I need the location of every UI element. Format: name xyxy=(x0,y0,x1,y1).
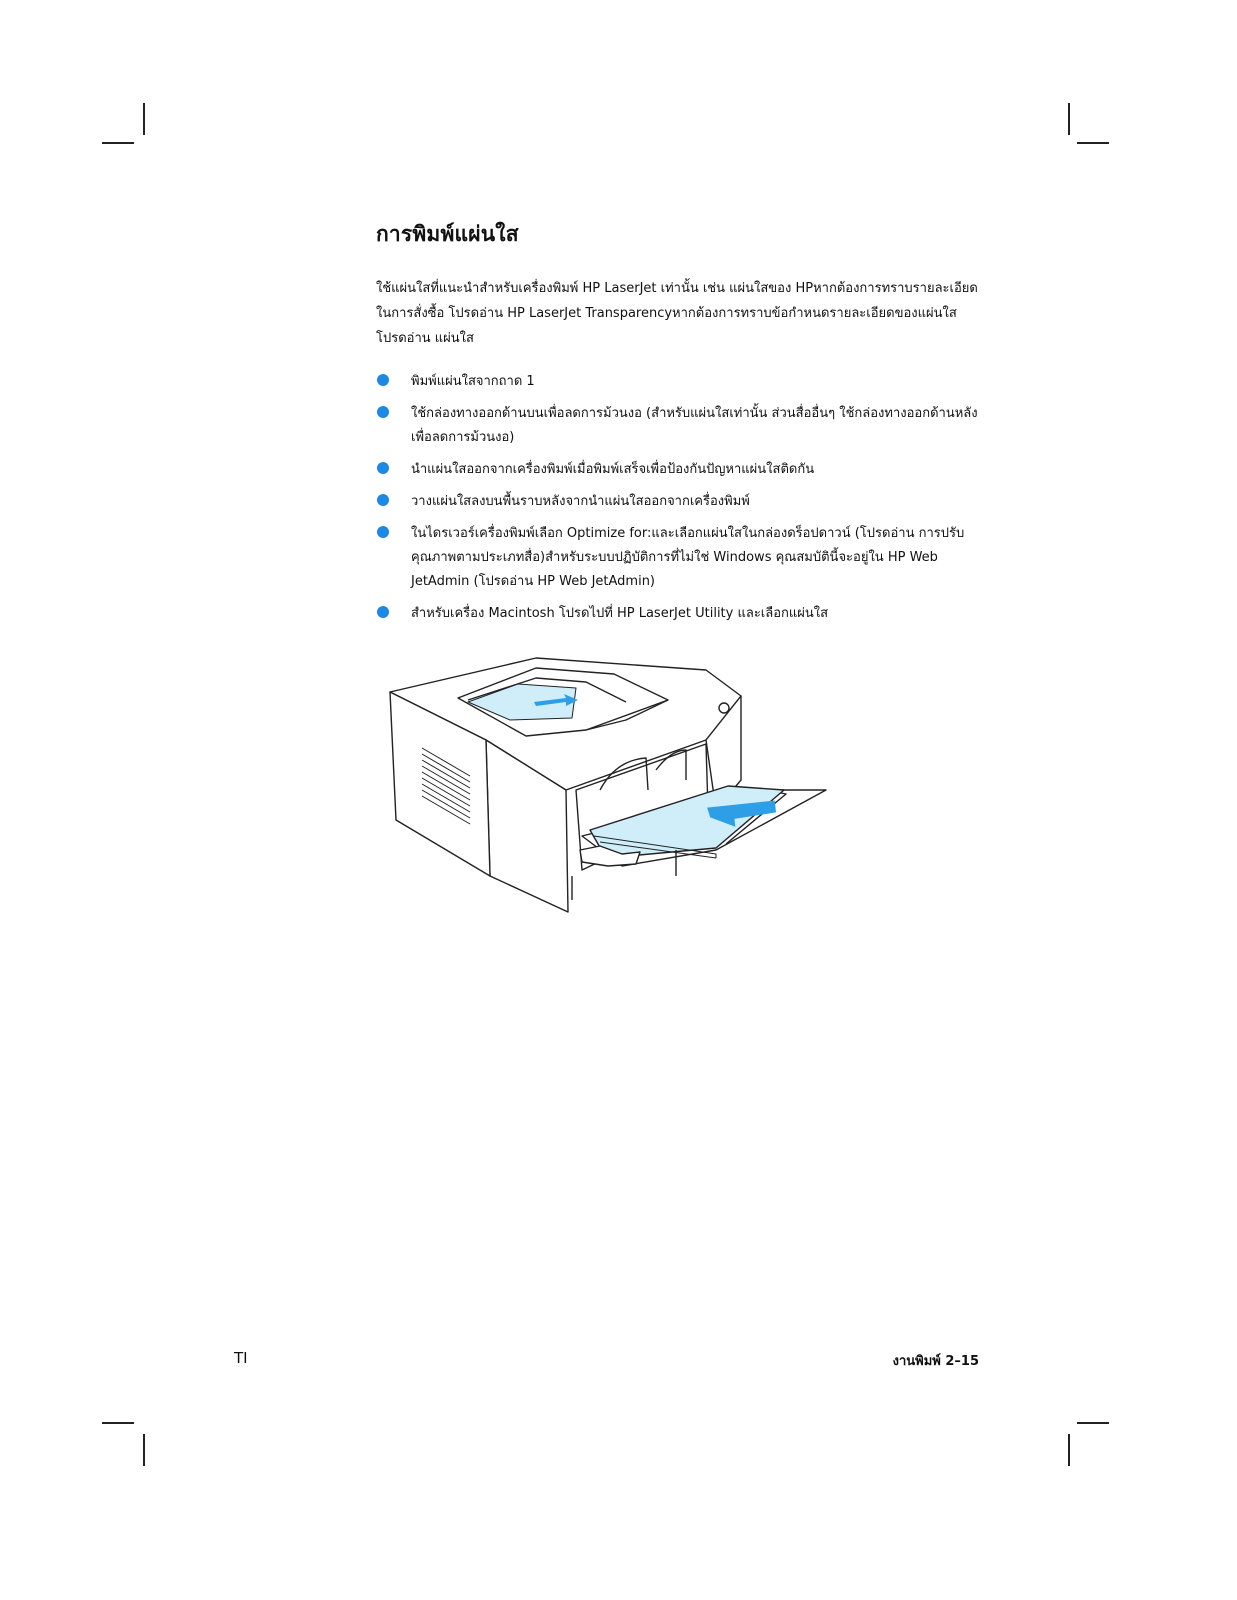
list-item xyxy=(376,458,988,482)
list-item xyxy=(376,602,988,626)
bullet-icon xyxy=(377,462,389,474)
crop-mark xyxy=(143,103,145,135)
list-item xyxy=(376,522,988,594)
bullet-icon xyxy=(377,526,389,538)
bullet-icon xyxy=(377,374,389,386)
crop-mark xyxy=(102,142,134,144)
list-item-text: ใช้กล่องทางออกด้านบนเพื่อลดการม้วนงอ (สำหรับแผ่นใสเท่านั้น ส่วนสื่ออื่นๆ ใช้กล่องทางออกด้านหลังเพื่อลดการม้วนงอ) xyxy=(411,406,978,445)
list-item xyxy=(376,402,988,450)
crop-mark xyxy=(1068,103,1070,135)
page-title: การพิมพ์แผ่นใส xyxy=(376,222,519,246)
list-item-text: พิมพ์แผ่นใสจากถาด 1 xyxy=(411,374,535,389)
list-item-text: นำแผ่นใสออกจากเครื่องพิมพ์เมื่อพิมพ์เสร็จเพื่อป้องกันปัญหาแผ่นใสติดกัน xyxy=(411,462,815,477)
footer-language-code: TI xyxy=(234,1349,248,1367)
crop-mark xyxy=(1077,1422,1109,1424)
crop-mark xyxy=(102,1422,134,1424)
footer-page-number: งานพิมพ์ 2–15 xyxy=(892,1354,979,1369)
crop-mark xyxy=(1068,1434,1070,1466)
crop-mark xyxy=(1077,142,1109,144)
bullet-icon xyxy=(377,406,389,418)
printer-illustration xyxy=(386,640,836,918)
list-item xyxy=(376,370,988,394)
list-item xyxy=(376,490,988,514)
bullet-list xyxy=(376,370,988,634)
intro-paragraph: ใช้แผ่นใสที่แนะนำสำหรับเครื่องพิมพ์ HP LaserJet เท่านั้น เช่น แผ่นใสของ HPหากต้องการทราบรายละเอียดในการสั่งซื้อ โปรดอ่าน HP LaserJet Transparencyหากต้องการทราบข้อกำหนดรายละเอียดของแผ่นใส โปรดอ่าน แผ่นใส xyxy=(376,281,978,346)
bullet-icon xyxy=(377,606,389,618)
list-item-text: สำหรับเครื่อง Macintosh โปรดไปที่ HP LaserJet Utility และเลือกแผ่นใส xyxy=(411,606,829,621)
power-button-icon xyxy=(719,703,729,713)
list-item-text: วางแผ่นใสลงบนพื้นราบหลังจากนำแผ่นใสออกจากเครื่องพิมพ์ xyxy=(411,494,750,509)
list-item-text: ในไดรเวอร์เครื่องพิมพ์เลือก Optimize for:และเลือกแผ่นใสในกล่องดร็อปดาวน์ (โปรดอ่าน การปรับคุณภาพตามประเภทสื่อ)สำหรับระบบปฏิบัติการที่ไม่ใช่ Windows คุณสมบัตินี้จะอยู่ใน HP Web JetAdmin (โปรดอ่าน HP Web JetAdmin) xyxy=(411,526,965,589)
crop-mark xyxy=(143,1434,145,1466)
bullet-icon xyxy=(377,494,389,506)
